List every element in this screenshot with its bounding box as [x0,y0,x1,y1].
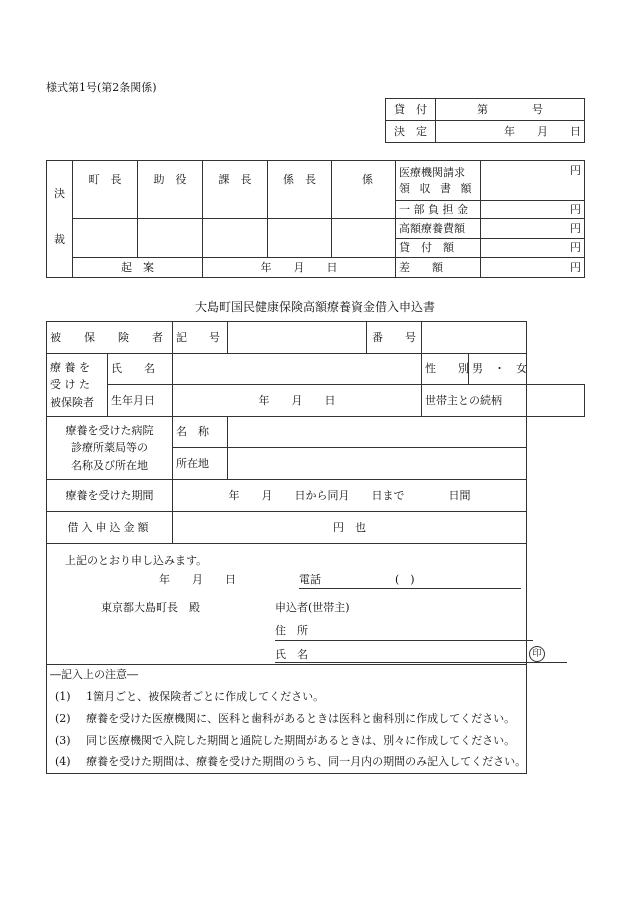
hospital-label-line1: 療養を受けた病院 [65,423,154,437]
hospital-address-label: 所在地 [173,448,228,480]
patient-name-field[interactable] [173,354,422,385]
phone-parens: ( ) [395,573,415,586]
phone-label: 電話 [299,573,321,586]
seal-mark: 印 [529,646,545,662]
hospital-label-line3: 名称及び所在地 [71,458,148,472]
decision-label: 決 定 [386,121,436,143]
symbol-label: 記 号 [173,322,228,354]
notes-heading: ―記入上の注意― [50,668,138,681]
notes-section [47,665,527,774]
patient-label-line2: 受 け た [50,378,90,392]
patient-name-label: 氏 名 [108,354,173,385]
claim-label [396,161,481,201]
claim-label-line1: 医療機関請求 [399,165,465,179]
stamp-box-staff [332,219,396,257]
approval-col-unit-chief: 係 長 [268,161,332,219]
note-text: 1箇月ごと、被保険者ごとに作成してください。 [86,690,325,703]
stamp-box-section-chief [203,219,268,257]
note-item [55,755,526,769]
patient-label-line3: 被保険者 [50,395,94,409]
diff-amount: 円 [481,257,585,277]
declaration-section [47,544,542,665]
apply-text: 上記のとおり申し込みます。 [65,554,208,567]
copay-amount: 円 [481,201,585,219]
birth-label: 生年月日 [108,385,173,417]
sex-value[interactable]: 男 ・ 女 [469,354,527,385]
addressee: 東京都大島町長 殿 [101,601,200,614]
diff-label: 差 額 [396,257,481,277]
symbol-field[interactable] [228,322,367,354]
hospital-label-line2: 診療所薬局等の [71,441,148,455]
drafted-label: 起 案 [73,257,203,277]
note-item [55,712,515,726]
apply-date[interactable]: 年 月 日 [159,573,236,586]
hospital-name-field[interactable] [228,417,527,448]
page-title: 大島町国民健康保険高額療養資金借入申込書 [194,300,435,314]
claim-amount: 円 [481,161,585,201]
approval-col-section-chief: 課 長 [203,161,268,219]
high-cost-amount: 円 [481,219,585,238]
approval-table [46,160,585,278]
number-field[interactable] [422,322,527,354]
amount-value[interactable]: 円 也 [173,512,527,544]
form-code: 様式第1号(第2条関係) [46,81,157,94]
patient-label [47,354,108,417]
sex-label: 性 別 [422,354,469,385]
approval-col-mayor: 町 長 [73,161,138,219]
note-number: (1) [55,690,71,703]
amount-label: 借入申込金額 [47,512,173,544]
stamp-box-unit-chief [268,219,332,257]
approval-side-bottom: 裁 [54,232,65,246]
loan-label: 貸 付 [386,99,436,121]
stamp-box-mayor [73,219,138,257]
high-cost-label: 高額療養費額 [396,219,481,238]
phone-line[interactable] [299,573,521,589]
decision-date: 年 月 日 [436,121,585,143]
note-text: 療養を受けた医療機関に、医科と歯科があるときは医科と歯科別に作成してください。 [86,712,516,725]
applicant-name-label: 氏 名 [275,648,308,661]
note-number: (3) [55,734,71,747]
application-form [46,321,585,774]
stamp-box-deputy [138,219,203,257]
note-number: (2) [55,712,71,725]
loan-amount-label: 貸 付 額 [396,238,481,257]
patient-label-line1: 療 養 を [50,360,90,374]
note-number: (4) [55,755,71,768]
claim-label-line2: 領 収 書 額 [399,181,475,195]
birth-date[interactable]: 年 月 日 [173,385,422,417]
number-label: 番 号 [367,322,422,354]
relation-field[interactable] [527,385,585,417]
relation-label: 世帯主との続柄 [422,385,527,417]
loan-amount: 円 [481,238,585,257]
drafted-date: 年 月 日 [203,257,396,277]
period-label: 療養を受けた期間 [47,480,173,512]
loan-decision-box [385,98,585,143]
address-label: 住 所 [275,624,308,637]
hospital-label [47,417,173,480]
note-text: 同じ医療機関で入院した期間と通院した期間があるときは、別々に作成してください。 [86,734,516,747]
applicant-name-line[interactable] [275,648,567,663]
note-text: 療養を受けた期間は、療養を受けた期間のうち、同一月内の期間のみ記入してください。 [86,755,527,768]
approval-col-staff: 係 [332,161,396,219]
approval-col-deputy: 助 役 [138,161,203,219]
insured-label: 被 保 険 者 [47,322,173,354]
address-line[interactable] [275,624,533,641]
note-item [55,690,324,704]
hospital-address-field[interactable] [228,448,527,480]
note-item [55,734,515,748]
approval-side-label [47,161,73,278]
period-value[interactable]: 年 月 日から同月 日まで 日間 [173,480,527,512]
approval-side-top: 決 [54,187,65,200]
copay-label: 一 部 負 担 金 [396,201,481,219]
hospital-name-label: 名 称 [173,417,228,448]
applicant-label: 申込者(世帯主) [275,601,350,614]
loan-number: 第 号 [436,99,585,121]
